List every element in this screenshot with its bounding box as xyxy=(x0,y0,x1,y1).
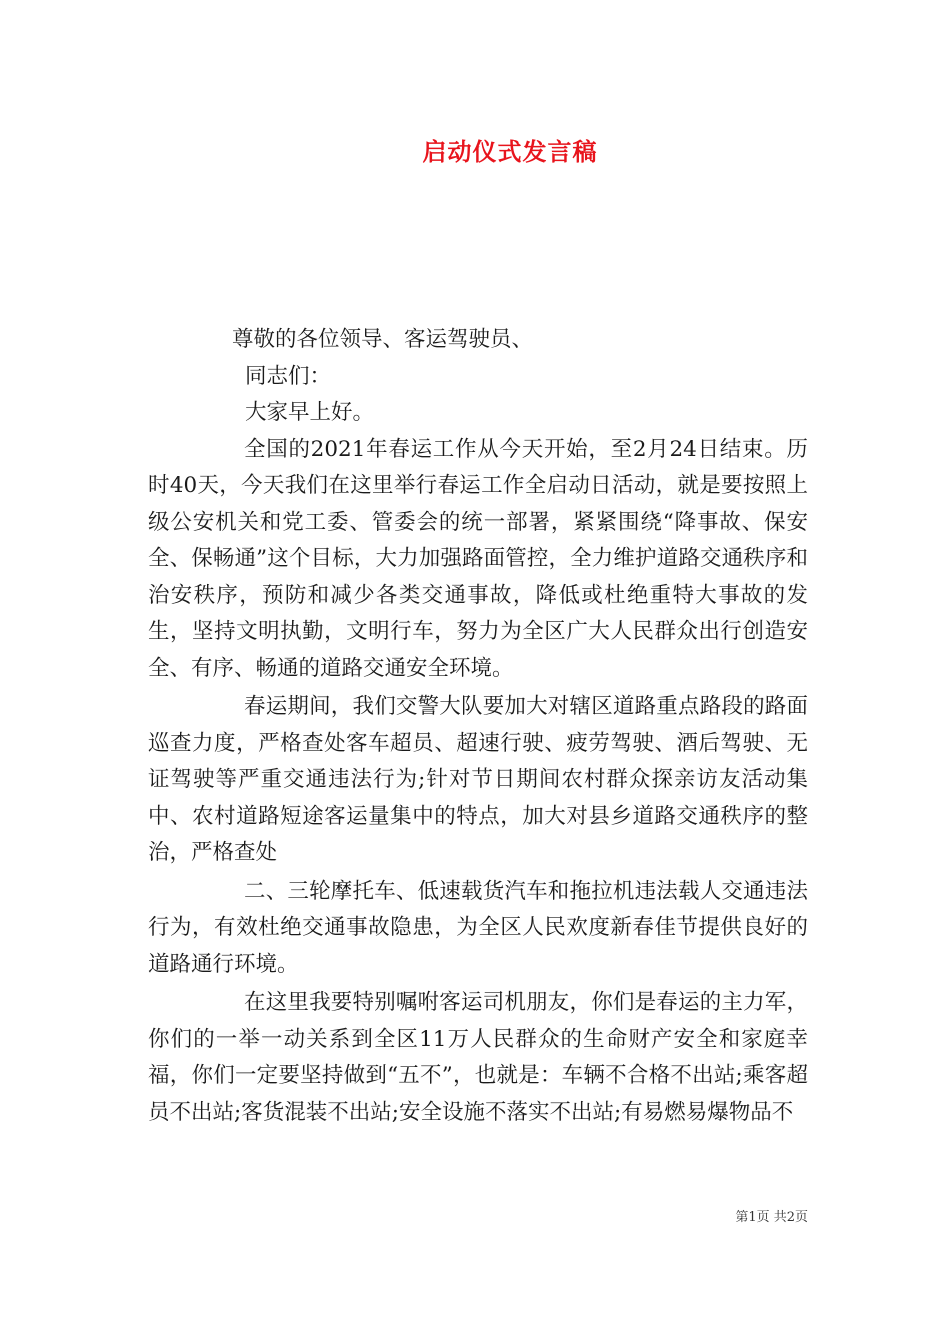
salutation-line-2: 同志们： xyxy=(245,363,332,389)
paragraph-3: 二、三轮摩托车、低速载货汽车和拖拉机违法载人交通违法行为，有效杜绝交通事故隐患，为全区人民欢度新春佳节提供良好的道路通行环境。 xyxy=(148,878,808,977)
document-body xyxy=(148,322,808,1131)
paragraph-2: 春运期间，我们交警大队要加大对辖区道路重点路段的路面巡查力度，严格查处客车超员、超速行驶、疲劳驾驶、酒后驾驶、无证驾驶等严重交通违法行为;针对节日期间农村群众探亲访友活动集中、农村道路短途客运量集中的特点，加大对县乡道路交通秩序的整治，严格查处 xyxy=(148,694,808,865)
paragraph-4: 在这里我要特别嘱咐客运司机朋友，你们是春运的主力军，你们的一举一动关系到全区11万人民群众的生命财产安全和家庭幸福，你们一定要坚持做到“五不”，也就是：车辆不合格不出站;乘客超员不出站;客货混装不出站;安全设施不落实不出站;有易燃易爆物品不 xyxy=(148,990,808,1125)
greeting-line: 大家早上好。 xyxy=(245,400,375,425)
page-number-footer: 第1页 共2页 xyxy=(735,1210,808,1225)
paragraph-1: 全国的2021年春运工作从今天开始，至2月24日结束。历时40天，今天我们在这里举行春运工作全启动日活动，就是要按照上级公安机关和党工委、管委会的统一部署，紧紧围绕“降事故、保安全、保畅通”这个目标，大力加强路面管控，全力维护道路交通秩序和治安秩序，预防和减少各类交通事故，降低或杜绝重特大事故的发生，坚持文明执勤，文明行车，努力为全区广大人民群众出行创造安全、有序、畅通的道路交通安全环境。 xyxy=(148,436,808,681)
document-title: 启动仪式发言稿 xyxy=(422,138,598,166)
salutation-line-1: 尊敬的各位领导、客运驾驶员、 xyxy=(232,327,534,352)
